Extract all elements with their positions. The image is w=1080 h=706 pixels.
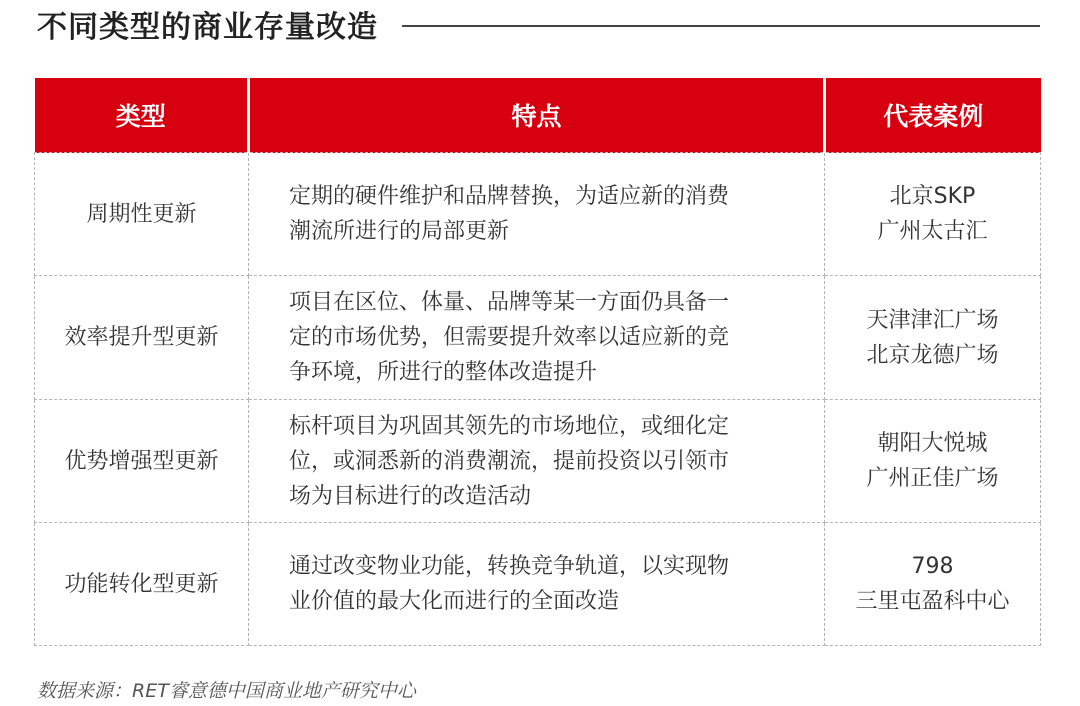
case-line: 北京SKP xyxy=(889,184,976,209)
feature-line: 业价值的最大化而进行的全面改造 xyxy=(289,589,620,614)
feature-line: 标杆项目为巩固其领先的市场地位，或细化定 xyxy=(289,413,730,439)
cell-type: 优势增强型更新 xyxy=(35,400,249,523)
cell-features xyxy=(249,400,825,523)
case-line: 朝阳大悦城 xyxy=(877,431,988,456)
feature-line: 场为目标进行的改造活动 xyxy=(289,483,532,509)
title-row xyxy=(37,4,1040,44)
case-line: 天津津汇广场 xyxy=(866,307,999,333)
case-line: 798 xyxy=(911,554,954,579)
comparison-table-wrap xyxy=(34,78,1040,646)
source-note: 数据来源：RET睿意德中国商业地产研究中心 xyxy=(37,680,416,702)
header-cases: 代表案例 xyxy=(825,78,1041,153)
header-type: 类型 xyxy=(35,78,249,153)
feature-line: 争环境，所进行的整体改造提升 xyxy=(289,360,598,385)
feature-line: 潮流所进行的局部更新 xyxy=(289,219,510,244)
case-line: 三里屯盈科中心 xyxy=(855,589,1010,614)
table-row xyxy=(35,400,1041,523)
feature-line: 通过改变物业功能，转换竞争轨道，以实现物 xyxy=(289,554,730,579)
case-line: 北京龙德广场 xyxy=(866,342,999,368)
cell-cases xyxy=(825,523,1041,646)
cell-features xyxy=(249,523,825,646)
case-line: 广州正佳广场 xyxy=(866,466,999,491)
feature-line: 项目在区位、体量、品牌等某一方面仍具备一 xyxy=(289,290,730,315)
title-rule xyxy=(402,25,1040,27)
comparison-table xyxy=(34,78,1041,646)
feature-line: 定的市场优势，但需要提升效率以适应新的竞 xyxy=(289,325,730,350)
table-row xyxy=(35,523,1041,646)
cell-type: 效率提升型更新 xyxy=(35,276,249,400)
cell-cases xyxy=(825,153,1041,276)
cell-type: 功能转化型更新 xyxy=(35,523,249,646)
feature-line: 定期的硬件维护和品牌替换，为适应新的消费 xyxy=(289,184,730,209)
table-header-row xyxy=(35,78,1041,153)
case-line: 广州太古汇 xyxy=(877,219,988,244)
cell-cases xyxy=(825,400,1041,523)
cell-cases xyxy=(825,276,1041,400)
header-features: 特点 xyxy=(249,78,825,153)
table-row xyxy=(35,153,1041,276)
table-row xyxy=(35,276,1041,400)
cell-type: 周期性更新 xyxy=(35,153,249,276)
cell-features xyxy=(249,276,825,400)
page-title: 不同类型的商业存量改造 xyxy=(37,10,378,45)
cell-features xyxy=(249,153,825,276)
feature-line: 位，或洞悉新的消费潮流，提前投资以引领市 xyxy=(289,448,730,474)
